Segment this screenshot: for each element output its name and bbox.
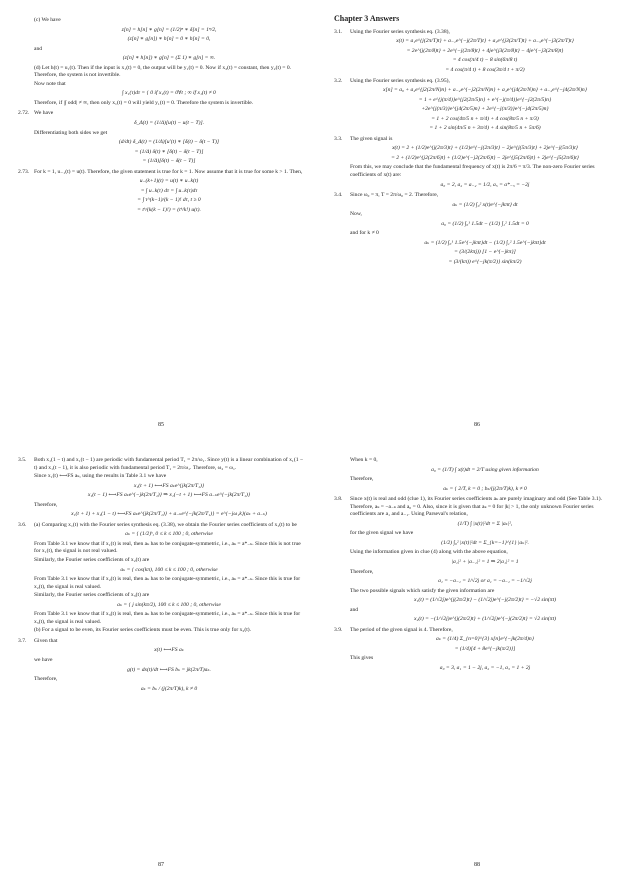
problem-number: 3.4. (334, 192, 343, 199)
paragraph: From Table 3.1 we know that if x₂(t) is real, then aₖ has to be conjugate-symmetric, i.e., aₖ = a*₋ₖ. Since this is true for x₂(t), the signal is real valued. (34, 576, 301, 590)
paragraph: Therefore, if |∫ odd| ≠ ∞, then only x₁(t) = 0 will yield y₁(t) = 0. Therefore the system is invertible. (34, 99, 254, 106)
page-content (18, 14, 304, 418)
paragraph: and (34, 45, 43, 52)
equation: ∫ x₁(τ)dτ = { 0 if x₁(t) = 0∀t ; ∞ if x₁(t) ≠ 0 (122, 90, 216, 97)
problem-body (34, 110, 304, 165)
problem-number: 2.72. (18, 110, 30, 117)
equation: δ_Δ(t) = (1/Δ)[u(t) − u(t − T)]. (133, 120, 205, 127)
paragraph: and for k ≠ 0 (350, 230, 379, 237)
problem-body (350, 192, 620, 266)
problem-item (334, 192, 620, 266)
paragraph: and (350, 606, 359, 613)
paragraph: Using the information given in clue (4) along with the above equation, (350, 549, 508, 556)
paragraph: Differentiating both sides we get (34, 129, 108, 136)
paragraph: We have (34, 110, 54, 117)
problem-number: 3.7. (18, 637, 27, 644)
problem-item (334, 78, 620, 133)
equation: aₖ = (1/2) ∫₀¹ 1.5e^{−jkπt}dt − (1/2) ∫₁² 1.5e^{−jkπt}dt (424, 239, 546, 246)
problem-number: 3.1. (334, 28, 343, 35)
equation: aₖ = { 2/T, k = 0 ; bₖ/(j(2π/T)k), k ≠ 0 (443, 485, 527, 492)
equation: a₀ = (1/T) ∫ x(t)dt = 2/T using given information (431, 466, 539, 473)
page-88 (328, 446, 626, 874)
page-86 (328, 6, 626, 434)
paragraph: Therefore, (34, 501, 58, 508)
paragraph: From Table 3.1 we know that if x₃(t) is real, then aₖ has to be conjugate-symmetric, i.e., aₖ = a*₋ₖ. Since this is true for x₃(t), the signal is real valued. (34, 611, 301, 625)
paragraph: The two possible signals which satisfy the given information are (350, 587, 495, 594)
paragraph: Therefore, (350, 568, 374, 575)
problem-item (334, 136, 620, 189)
equation: u₋(k+1)(t) = u(t) ∗ u₋k(t) (139, 178, 199, 185)
equation: = (3/(2kπj)) [1 − e^{−jkπ}] (454, 249, 516, 256)
problem-number: 3.8. (334, 496, 343, 503)
equation: +2e^{j(π/3)}e^{j4(2π/5)n} + 2e^{−j(π/3)}e^{−j4(2π/5)n} (421, 106, 549, 113)
page-number: 87 (158, 862, 164, 868)
paragraph: we have (34, 657, 53, 664)
problem-item (18, 110, 304, 165)
paragraph: From Table 3.1 we know that if x₁(t) is real, then aₖ has to be conjugate-symmetric, i.e., aₖ = a*₋ₖ. Since this is not true for x₁(t), the signal is not real valued. (34, 540, 301, 555)
equation: aₖ = { cos(kπ), 100 ≤ k ≤ 100 ; 0, otherwise (120, 566, 218, 573)
equation: = 1 + 2 sin(4π/5 n + 3π/4) + 4 sin(8π/5 n + 5π/6) (429, 125, 541, 132)
equation: x(t) = 2 + (1/2)e^{j(2π/3)t} + (1/2)e^{−j(2π/3)t} − 2je^{j(5π/3)t} + 2je^{−j(5π/3)t} (392, 145, 578, 152)
equation: = 4 cos(π/4 t) + 8 cos(3π/4 t + π/2) (445, 66, 525, 73)
problem-body (350, 627, 620, 673)
equation: a₀ = 3, a₁ = 1 − 2j, a₂ = −1, a₃ = 1 + 2j (439, 665, 531, 672)
equation: = ∫ τ^(k−1)/(k − 1)! dτ, t ≥ 0 (137, 197, 201, 204)
equation: (z[n] ∗ g[n]) ∗ h[n] = 0 ∗ h[n] = 0, (127, 36, 211, 43)
equation: = ∫ u₋k(τ) dτ = ∫ u₋k(τ)dτ (140, 187, 198, 194)
problem-item (334, 627, 620, 673)
equation: x₁(t) = (1/√2j)e^{j(2π/2)t} − (1/√2j)e^{−j(2π/2)t} = −√2 sin(πt) (413, 597, 557, 604)
page-content (334, 14, 620, 418)
equation: a₀ = (1/2) ∫₀¹ 1.5dt − (1/2) ∫₁² 1.5dt = 0 (441, 220, 529, 227)
equation: = 1 + e^{j(π/4)}e^{j2(2π/5)n} + e^{−j(π/4)}e^{−j2(2π/5)n} (418, 96, 552, 103)
paragraph: The period of the given signal is 4. Therefore, (350, 626, 453, 633)
equation: (z[n] ∗ h[n]) ∗ g[n] = (Σ 1) ∗ g[n] = ∞. (122, 55, 216, 62)
paragraph: Using the Fourier series synthesis eq. (3.95), (350, 77, 450, 84)
problem-item (334, 29, 620, 75)
page-content (334, 454, 620, 858)
problem-item (334, 457, 620, 493)
equation: g(t) = dx(t)/dt ⟷FS bₖ = jk(2π/T)aₖ. (127, 666, 211, 673)
problem-item (334, 496, 620, 624)
paragraph: Now note that (34, 80, 66, 87)
problem-item (18, 457, 304, 519)
problem-item (18, 638, 304, 693)
problem-number: 3.6. (18, 521, 27, 528)
problem-body (34, 457, 304, 519)
problem-number: 3.5. (18, 457, 27, 463)
equation: x₁(t − 1) ⟷FS aₖe^{−jk(2π/T₁)} ⇒ x₁(−t + 1) ⟷FS a₋ₖe^{−jk(2π/T₁)} (87, 492, 251, 499)
paragraph: (d) Let h(t) = u₁(t). Then if the input is x₁(t) = 0, the output will be y₁(t) = 0. Now if x₂(t) = constant, then y₂(t) = 0. Therefore, the system is not invertible. (34, 64, 292, 79)
equation: (1/T) ∫ |x(t)|²dt = Σ |aₖ|², (457, 520, 513, 527)
problem-body (34, 522, 304, 635)
equation: = 2 + (1/2)e^{j2(2π/6)t} + (1/2)e^{−j2(2π/6)t} − 2je^{j5(2π/6)t} + 2je^{−j5(2π/6)t} (391, 154, 579, 161)
problem-body (350, 136, 620, 189)
equation: x₂(t) = −(1/√2j)e^{j(2π/2)t} + (1/√2j)e^{−j(2π/2)t} = √2 sin(πt) (413, 616, 557, 623)
equation: = (1/4)[4 + 8e^{−jk(π/2)}] (454, 645, 516, 652)
paragraph: Similarly, the Fourier series coefficients of x₂(t) are (34, 557, 150, 564)
page-number: 85 (158, 422, 164, 428)
paragraph: Therefore, (34, 676, 58, 683)
equation: = 1 + 2 cos(4π/5 n + π/4) + 4 cos(8π/5 n + π/3) (431, 115, 539, 122)
page-number: 88 (474, 862, 480, 868)
problem-item (18, 17, 304, 107)
equation: (d/dt) δ_Δ(t) = (1/Δ)[u′(t) ∗ [δ(t) − δ(t − T)] (118, 139, 220, 146)
paragraph: Both x₁(1 − t) and x₁(t − 1) are periodic with fundamental period T₁ = 2π/ω₁. Since y(t) is a linear combination of x₁(1 − t) and x₁(t − 1), it is also periodic with fundamental period T₁ = 2π/ω₁. Therefore, ω₂ = ω₁. (34, 457, 304, 471)
paragraph: for the given signal we have (350, 530, 414, 537)
page-85 (12, 6, 310, 434)
equation: = tᵏ/(k(k − 1)!) = (tᵏ/k!) u(t). (137, 206, 201, 213)
problem-body (350, 29, 620, 75)
problem-body (350, 78, 620, 133)
problem-number: 3.3. (334, 135, 343, 142)
chapter-heading: Chapter 3 Answers (334, 14, 400, 23)
paragraph: From this, we may conclude that the fundamental frequency of x(t) is 2π/6 = π/3. The non-zero Fourier series coefficients of x(t) are: (350, 164, 595, 178)
equation: = (1/Δ) δ(t) ∗ [δ(t) − δ(t − T)] (134, 148, 204, 155)
paragraph: Therefore, (350, 476, 374, 483)
equation: x(t) = a₁e^{j(2π/T)t} + a₋₁e^{−j(2π/T)t} + a₃e^{j3(2π/T)t} + a₋₃e^{−j3(2π/T)t} (396, 38, 574, 45)
paragraph: Given that (34, 637, 58, 644)
paragraph: Since x₁(t) ⟷FS aₖ, using the results in Table 3.1 we have (34, 473, 167, 480)
paragraph: Now, (350, 211, 362, 218)
equation: aₖ = bₖ / (j(2π/T)k), k ≠ 0 (140, 685, 198, 692)
equation: x(t) ⟷FS aₖ (154, 647, 184, 654)
equation: aₖ = { (1/2)ᵏ, 0 ≤ k ≤ 100 ; 0, otherwise (125, 531, 213, 538)
equation: = (1/Δ)[δ(t) − δ(t − T)] (142, 158, 196, 165)
paragraph: Using the Fourier series synthesis eq. (3.38), (350, 28, 450, 35)
equation: x₁(t + 1) ⟷FS aₖe^{jk(2π/T₁)} (133, 482, 205, 489)
paragraph: The given signal is (350, 135, 393, 142)
equation: a₁ = −a₋₁ = 1/√2j or a₁ = −a₋₁ = −1/√2j (438, 578, 532, 585)
problem-item (18, 522, 304, 635)
paragraph: (b) For a signal to be even, its Fourier series coefficients must be even. This is true only for x₂(t). (34, 627, 252, 634)
problem-number: 3.2. (334, 77, 343, 84)
equation: = 4 cos(π/4 t) − 8 sin(6π/8 t) (452, 57, 518, 64)
equation: = (3/(kπ)) e^{−jk(π/2)} sin(kπ/2) (448, 258, 522, 265)
equation: (1/2) ∫₀² |x(t)|²dt = Σ_{k=−1}^{1} |aₖ|². (441, 539, 529, 546)
problem-body (350, 496, 620, 624)
equation: aₖ = (1/4) Σ_{n=0}^{3} x[n]e^{−jk(2π/4)n} (436, 636, 534, 643)
equation: x₁(t + 1) + x₁(1 − t) ⟷FS aₖe^{jk(2π/T₁)} + a₋ₖe^{−jk(2π/T₁)} = e^{−jω₁k}(aₖ + a₋ₖ) (71, 511, 267, 518)
paragraph: Similarly, the Fourier series coefficients of x₃(t) are (34, 592, 150, 599)
paragraph: Since x(t) is real and odd (clue 1), its Fourier series coefficients aₖ are purely imaginary and odd (See Table 3.1). Therefore, aₖ = −a₋ₖ and a₀ = 0. Also, since it is given that aₖ = 0 for |k| > 1, the only unknown Fourier series coefficients are a₁ and a₋₁. Using Parseval's relation, (350, 496, 602, 518)
problem-number: 3.9. (334, 626, 343, 633)
problem-body (34, 638, 304, 693)
equation: |a₁|² + |a₋₁|² = 1 ⇒ 2|a₁|² = 1 (451, 559, 519, 566)
equation: = 2e^{j(2π/8)t} + 2e^{−j(2π/8)t} + 4je^{j3(2π/8)t} − 4je^{−j3(2π/8)t} (406, 47, 564, 54)
page-number: 86 (474, 422, 480, 428)
page-content (18, 454, 304, 858)
problem-body (34, 17, 304, 107)
paragraph: (c) We have (34, 17, 61, 23)
paragraph: This gives (350, 655, 374, 662)
equation: aₖ = { j sin(kπ/2), 100 ≤ k ≤ 100 ; 0, otherwise (117, 601, 221, 608)
equation: a₀ = 2, a₂ = a₋₂ = 1/2, a₅ = a*₋₅ = −2j (440, 181, 530, 188)
equation: aₖ = (1/2) ∫₀² x(t)e^{−jkπt} dt (452, 201, 518, 208)
problem-item (18, 169, 304, 215)
equation: x[n] = a₀ + a₂e^{j2(2π/N)n} + a₋₂e^{−j2(2π/N)n} + a₄e^{j4(2π/N)n} + a₋₄e^{−j4(2π/N)n} (383, 87, 587, 94)
paragraph: When k = 0, (350, 457, 378, 463)
equation: z[n] = h[n] ∗ g[n] = (1/2)ⁿ ∗ δ[n] = 1ⁿ/2, (121, 26, 217, 33)
paragraph: For k = 1, u₋₁(t) = u(t). Therefore, the given statement is true for k = 1. Now assume that it is true for some k > 1. Then, (34, 168, 303, 175)
problem-body (350, 457, 620, 493)
problem-body (34, 169, 304, 215)
problem-number: 2.73. (18, 168, 30, 175)
paragraph: (a) Comparing x₁(t) with the Fourier series synthesis eq. (3.38), we obtain the Fourier series coefficients of x₁(t) to be (34, 521, 297, 528)
page-87 (12, 446, 310, 874)
paragraph: Since ω₀ = π, T = 2π/ω₀ = 2. Therefore, (350, 192, 439, 199)
